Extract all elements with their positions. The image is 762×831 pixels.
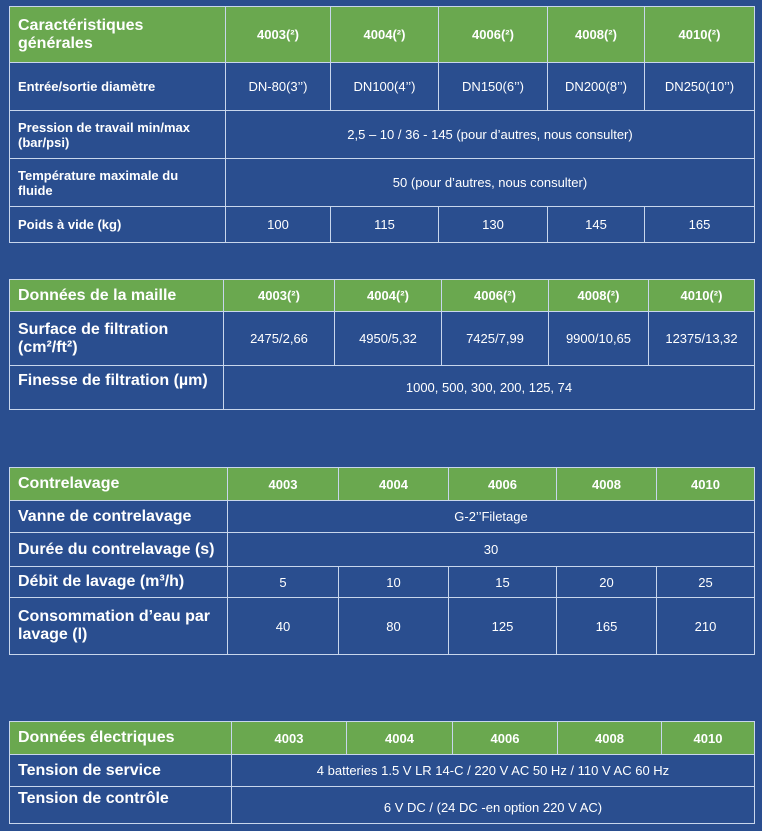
cell-value: 210 (657, 598, 755, 655)
table-header-row (10, 7, 755, 63)
mesh-data-table (9, 279, 755, 410)
row-label-weight: Poids à vide (kg) (10, 207, 226, 243)
cell-value: 4950/5,32 (335, 312, 442, 366)
cell-value: 100 (226, 207, 331, 243)
table-header-row (10, 280, 755, 312)
model-header: 4010(²) (649, 280, 755, 312)
table-row (10, 63, 755, 111)
model-header: 4010 (657, 468, 755, 501)
model-header: 4008 (557, 468, 657, 501)
model-header: 4003 (232, 722, 347, 755)
table-row (10, 159, 755, 207)
row-label-diameter: Entrée/sortie diamètre (10, 63, 226, 111)
cell-value: 15 (449, 567, 557, 598)
cell-value: 165 (645, 207, 755, 243)
row-label-temperature: Température maximale du fluide (10, 159, 226, 207)
general-title: Caractéristiques générales (10, 7, 226, 63)
cell-value: 9900/10,65 (549, 312, 649, 366)
table-row (10, 501, 755, 533)
row-label-surface: Surface de filtration (cm²/ft²) (10, 312, 224, 366)
model-header: 4004 (347, 722, 453, 755)
electrical-data-table (9, 721, 755, 824)
cell-value: 4 batteries 1.5 V LR 14-C / 220 V AC 50 Hz / 110 V AC 60 Hz (232, 755, 755, 787)
table-row (10, 207, 755, 243)
row-label-duration: Durée du contrelavage (s) (10, 533, 228, 567)
cell-value: 25 (657, 567, 755, 598)
backwash-title: Contrelavage (10, 468, 228, 501)
row-label-flow: Débit de lavage (m³/h) (10, 567, 228, 598)
general-characteristics-table (9, 6, 755, 243)
cell-value: 6 V DC / (24 DC -en option 220 V AC) (232, 787, 755, 824)
model-header: 4006(²) (439, 7, 548, 63)
cell-value: 5 (228, 567, 339, 598)
cell-value: 145 (548, 207, 645, 243)
row-label-control-voltage: Tension de contrôle (10, 787, 232, 824)
table-row (10, 533, 755, 567)
cell-value: DN250(10’’) (645, 63, 755, 111)
cell-value: DN100(4’’) (331, 63, 439, 111)
cell-value: 130 (439, 207, 548, 243)
backwash-table (9, 467, 755, 655)
model-header: 4006 (453, 722, 558, 755)
cell-value: 125 (449, 598, 557, 655)
row-label-consumption: Consommation d’eau par lavage (l) (10, 598, 228, 655)
model-header: 4008 (558, 722, 662, 755)
cell-value: 2475/2,66 (224, 312, 335, 366)
cell-value: DN-80(3’’) (226, 63, 331, 111)
model-header: 4006 (449, 468, 557, 501)
cell-value: DN200(8’’) (548, 63, 645, 111)
cell-value: 12375/13,32 (649, 312, 755, 366)
table-header-row (10, 468, 755, 501)
model-header: 4003 (228, 468, 339, 501)
row-label-fineness: Finesse de filtration (µm) (10, 366, 224, 410)
table-row (10, 598, 755, 655)
cell-value: 80 (339, 598, 449, 655)
row-label-pressure: Pression de travail min/max (bar/psi) (10, 111, 226, 159)
cell-value: 30 (228, 533, 755, 567)
row-label-valve: Vanne de contrelavage (10, 501, 228, 533)
electrical-title: Données électriques (10, 722, 232, 755)
cell-value: 115 (331, 207, 439, 243)
model-header: 4010(²) (645, 7, 755, 63)
model-header: 4003(²) (224, 280, 335, 312)
table-header-row (10, 722, 755, 755)
cell-value: 10 (339, 567, 449, 598)
table-row (10, 755, 755, 787)
model-header: 4003(²) (226, 7, 331, 63)
cell-value: 1000, 500, 300, 200, 125, 74 (224, 366, 755, 410)
model-header: 4004(²) (331, 7, 439, 63)
table-row (10, 312, 755, 366)
cell-value: 165 (557, 598, 657, 655)
cell-value: 40 (228, 598, 339, 655)
model-header: 4004(²) (335, 280, 442, 312)
row-label-service-voltage: Tension de service (10, 755, 232, 787)
cell-value: 20 (557, 567, 657, 598)
table-row (10, 787, 755, 824)
model-header: 4008(²) (548, 7, 645, 63)
cell-value: 50 (pour d’autres, nous consulter) (226, 159, 755, 207)
cell-value: G-2’’Filetage (228, 501, 755, 533)
model-header: 4008(²) (549, 280, 649, 312)
model-header: 4010 (662, 722, 755, 755)
table-row (10, 567, 755, 598)
model-header: 4004 (339, 468, 449, 501)
cell-value: 7425/7,99 (442, 312, 549, 366)
table-row (10, 111, 755, 159)
table-row (10, 366, 755, 410)
model-header: 4006(²) (442, 280, 549, 312)
mesh-title: Données de la maille (10, 280, 224, 312)
cell-value: 2,5 – 10 / 36 - 145 (pour d’autres, nous consulter) (226, 111, 755, 159)
cell-value: DN150(6’’) (439, 63, 548, 111)
